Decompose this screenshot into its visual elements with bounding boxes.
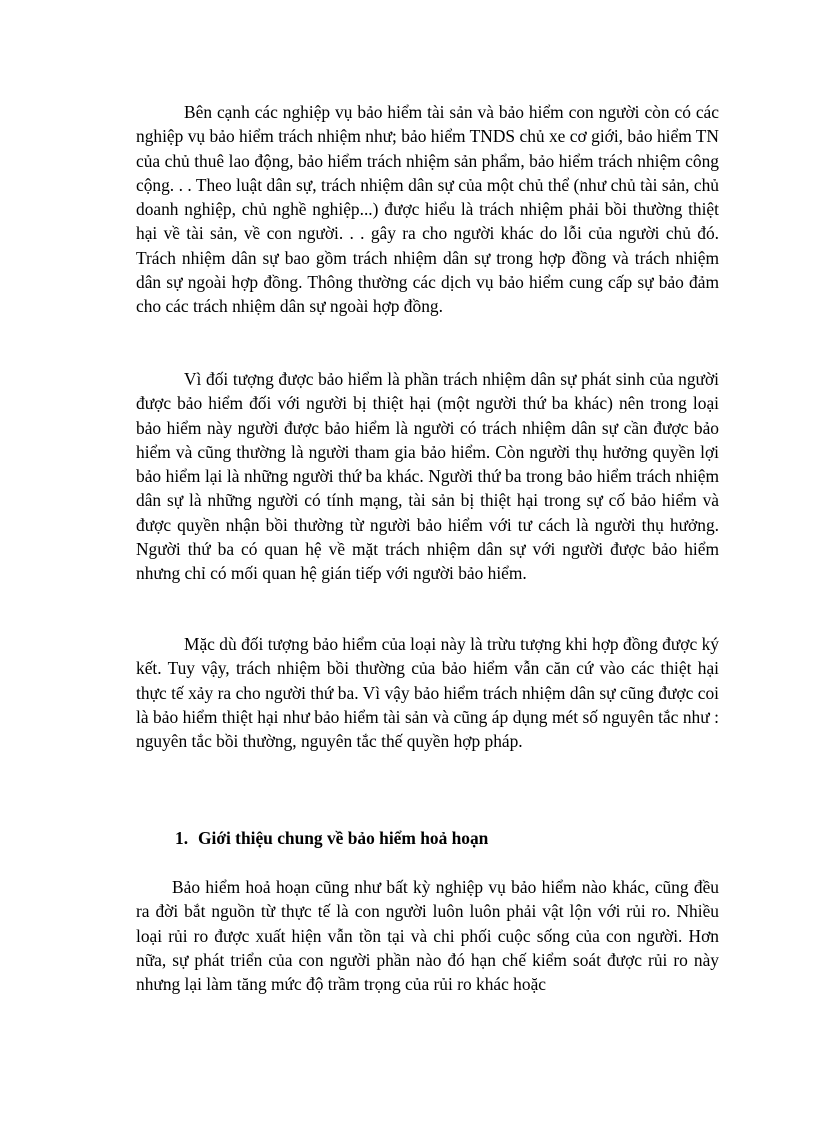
paragraph-liability-insurance-intro: Bên cạnh các nghiệp vụ bảo hiểm tài sản và bảo hiểm con người còn có các nghiệp vụ bảo hiểm trách nhiệm như; bảo hiểm TNDS chủ xe cơ giới, bảo hiểm TN của chủ thuê lao động, bảo hiểm trách nhiệm sản phẩm, bảo hiểm trách nhiệm công cộng. . . Theo luật dân sự, trách nhiệm dân sự của một chủ thể (như chủ tài sản, chủ doanh nghiệp, chủ nghề nghiệp...) được hiểu là trách nhiệm phải bồi thường thiệt hại về tài sản, về con người. . . gây ra cho người khác do lỗi của người chủ đó. Trách nhiệm dân sự bao gồm trách nhiệm dân sự trong hợp đồng và trách nhiệm dân sự ngoài hợp đồng. Thông thường các dịch vụ bảo hiểm cung cấp sự bảo đảm cho các trách nhiệm dân sự ngoài hợp đồng. <box>136 102 719 317</box>
section-number: 1. <box>175 828 189 848</box>
paragraph-fire-insurance: Bảo hiểm hoả hoạn cũng như bất kỳ nghiệp vụ bảo hiểm nào khác, cũng đều ra đời bắt nguồn từ thực tế là con người luôn luôn phải vật lộn với rủi ro. Nhiều loại rủi ro được xuất hiện vẫn tồn tại và chi phối cuộc sống của con người. Hơn nữa, sự phát triển của con người phần nào đó hạn chế kiểm soát được rủi ro này nhưng lại làm tăng mức độ trầm trọng của rủi ro khác hoặc <box>136 877 719 995</box>
paragraph-abstract-object: Mặc dù đối tượng bảo hiểm của loại này là trừu tượng khi hợp đồng được ký kết. Tuy vậy, trách nhiệm bồi thường của bảo hiểm vẫn căn cứ vào các thiệt hại thực tế xảy ra cho người thứ ba. Vì vậy bảo hiểm trách nhiệm dân sự cũng được coi là bảo hiểm thiệt hại như bảo hiểm tài sản và cũng áp dụng mét số nguyên tắc như : nguyên tắc bồi thường, nguyên tắc thế quyền hợp pháp. <box>136 634 719 752</box>
section-heading <box>175 826 488 850</box>
section-title: Giới thiệu chung về bảo hiểm hoả hoạn <box>198 828 489 848</box>
paragraph-insured-object: Vì đối tượng được bảo hiểm là phần trách nhiệm dân sự phát sinh của người được bảo hiểm đối với người bị thiệt hại (một người thứ ba khác) nên trong loại bảo hiểm này người được bảo hiểm là người có trách nhiệm dân sự cần được bảo hiểm và cũng thường là người tham gia bảo hiểm. Còn người thụ hưởng quyền lợi bảo hiểm lại là những người thứ ba khác. Người thứ ba trong bảo hiểm trách nhiệm dân sự là những người có tính mạng, tài sản bị thiệt hại trong sự cố bảo hiểm và được quyền nhận bồi thường từ người bảo hiểm với tư cách là người thụ hưởng. Người thứ ba có quan hệ về mặt trách nhiệm dân sự với người được bảo hiểm nhưng chỉ có mối quan hệ gián tiếp với người bảo hiểm. <box>136 369 719 584</box>
